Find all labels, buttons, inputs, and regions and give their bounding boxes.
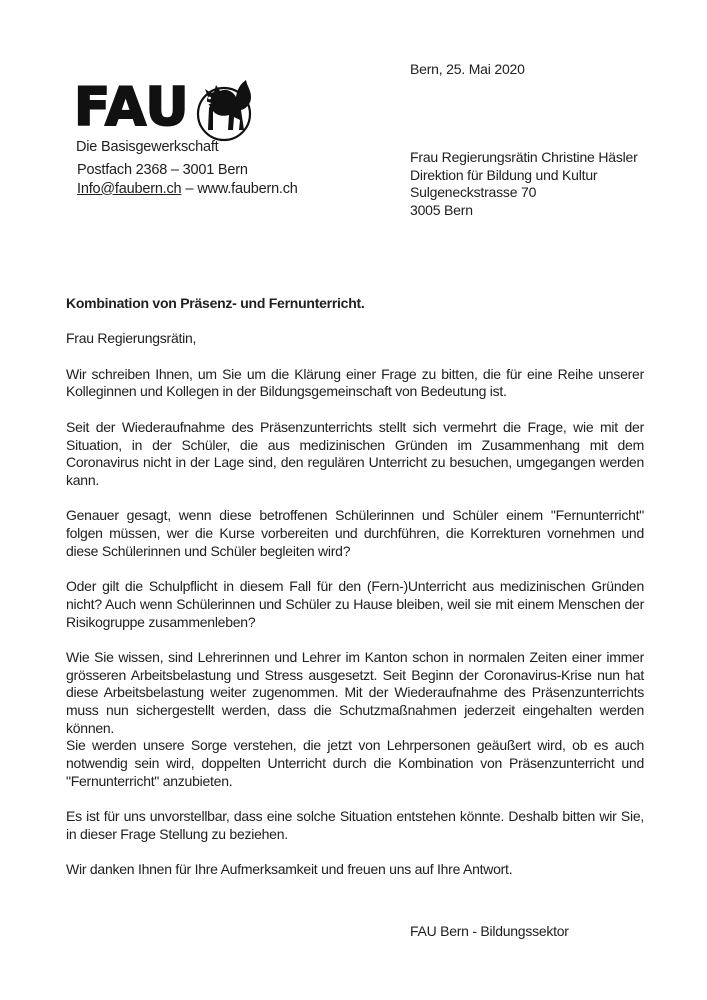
paragraph: Oder gilt die Schulpflicht in diesem Fall für den (Fern-)Unterricht aus medizinischen Gründen nicht? Auch wenn Schülerinnen und Schüler zu Hause bleiben, weil sie mit einem Menschen der Risikogruppe zusammenleben?	[66, 578, 644, 630]
recipient-block	[410, 149, 638, 219]
signature: FAU Bern - Bildungssektor	[410, 923, 569, 940]
paragraph: Seit der Wiederaufnahme des Präsenzunterrichts stellt sich vermehrt die Frage, wie mit der Situation, in der Schüler, die aus medizinischen Gründen im Zusammenhang mit dem Coronavirus nicht in der Lage sind, den regulären Unterricht zu besuchen, umgegangen werden kann.	[66, 418, 644, 488]
letter-subject: Kombination von Präsenz- und Fernunterricht.	[66, 295, 365, 311]
sender-email-link[interactable]: Info@faubern.ch	[77, 180, 182, 197]
sender-address: Postfach 2368 – 3001 Bern	[77, 162, 248, 178]
paragraph: Wir danken Ihnen für Ihre Aufmerksamkeit und freuen uns auf Ihre Antwort.	[66, 861, 513, 878]
logo-tagline: Die Basisgewerkschaft	[76, 139, 219, 155]
paragraph: Sie werden unsere Sorge verstehen, die jetzt von Lehrpersonen geäußert wird, ob es auch notwendig sein wird, doppelten Unterricht durch die Kombination von Präsenzunterricht und "Fernunterricht" anzubieten.	[66, 737, 644, 789]
salutation: Frau Regierungsrätin,	[66, 330, 197, 347]
fau-logo	[74, 77, 258, 147]
fau-wordmark: FAU	[74, 77, 190, 138]
recipient-line: 3005 Bern	[410, 201, 473, 218]
recipient-line: Sulgeneckstrasse 70	[410, 184, 537, 200]
sender-block	[77, 161, 298, 198]
paragraph: Genauer gesagt, wenn diese betroffenen Schülerinnen und Schüler einem "Fernunterricht" folgen müssen, wer die Kurse vorbereiten und durchführen, die Korrekturen vornehmen und diese Schülerinnen und Schüler begleiten wird?	[66, 507, 644, 559]
sender-website: www.faubern.ch	[197, 180, 298, 197]
letter-body	[66, 295, 644, 941]
sender-contact-line	[77, 180, 298, 199]
sender-separator: –	[185, 180, 194, 197]
recipient-line: Direktion für Bildung und Kultur	[410, 166, 598, 183]
paragraph: Wir schreiben Ihnen, um Sie um die Klärung einer Frage zu bitten, die für eine Reihe unserer Kolleginnen und Kollegen in der Bildungsgemeinschaft von Bedeutung ist.	[66, 365, 644, 400]
letter-date: Bern, 25. Mai 2020	[410, 61, 525, 77]
paragraph: Es ist für uns unvorstellbar, dass eine solche Situation entstehen könnte. Deshalb bitten wir Sie, in dieser Frage Stellung zu beziehen.	[66, 808, 644, 842]
black-cat-icon	[194, 76, 258, 147]
recipient-line: Frau Regierungsrätin Christine Häsler	[410, 149, 638, 165]
paragraph: Wie Sie wissen, sind Lehrerinnen und Lehrer im Kanton schon in normalen Zeiten einer immer grösseren Arbeitsbelastung und Stress ausgesetzt. Seit Beginn der Coronavirus-Krise nun hat diese Arbeitsbelastung weiter zugenommen. Mit der Wiederaufnahme des Präsenzunterrichts muss nun sichergestellt werden, dass die Schutzmaßnahmen jederzeit eingehalten werden können.	[66, 648, 644, 736]
